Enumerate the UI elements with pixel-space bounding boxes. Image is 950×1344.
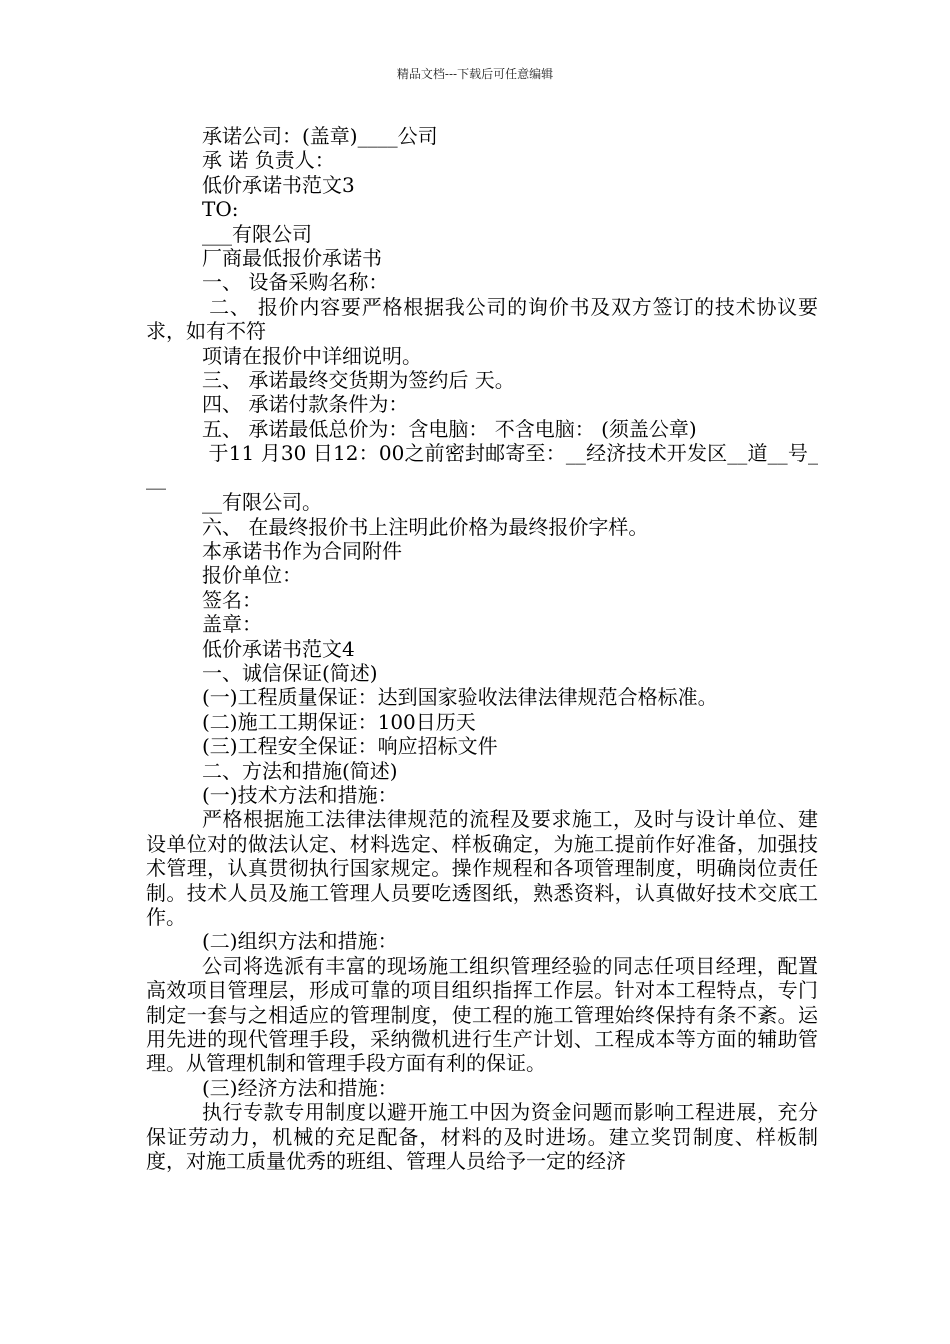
document-line: 二、方法和措施(简述): [202, 758, 398, 783]
document-line: 低价承诺书范文4: [202, 636, 355, 661]
document-line: 执行专款专用制度以避开施工中因为资金问题而影响工程进展，充分保证劳动力，机械的充足配备，材料的及时进场。建立奖罚制度、样板制度，对施工质量优秀的班组、管理人员给予一定的经济: [146, 1100, 818, 1174]
document-line: 报价单位：: [202, 563, 302, 588]
document-line: 厂商最低报价承诺书: [202, 246, 382, 271]
document-line: 盖章：: [202, 612, 262, 637]
document-line: 公司将选派有丰富的现场施工组织管理经验的同志任项目经理，配置高效项目管理层，形成可靠的项目组织指挥工作层。针对本工程特点，专门制定一套与之相适应的管理制度，使工程的施工管理始终保持有条不紊。运用先进的现代管理手段，采纳微机进行生产计划、工程成本等方面的辅助管理。从管理机制和管理手段方面有利的保证。: [146, 953, 818, 1076]
document-line: 承 诺 负责人：: [202, 148, 335, 173]
document-line: 本承诺书作为合同附件: [202, 538, 402, 563]
page-header: 精品文档---下载后可任意编辑: [396, 67, 554, 81]
document-line: (二)施工工期保证：100日历天: [202, 709, 476, 734]
document-line: 承诺公司：(盖章)____公司: [202, 124, 438, 148]
document-line: 六、 在最终报价书上注明此价格为最终报价字样。: [202, 514, 649, 539]
document-line: (三)工程安全保证：响应招标文件: [202, 734, 498, 759]
document-line: (一)工程质量保证：达到国家验收法律法律规范合格标准。: [202, 685, 718, 710]
document-line: 低价承诺书范文3: [202, 172, 355, 197]
document-line: 一、诚信保证(简述): [202, 660, 378, 685]
document-line: __有限公司。: [202, 490, 322, 515]
document-body: [146, 124, 818, 1173]
document-line: 五、 承诺最低总价为：含电脑： 不含电脑： (须盖公章): [202, 416, 697, 441]
document-line: 三、 承诺最终交货期为签约后 天。: [202, 368, 515, 393]
document-line: TO:: [202, 197, 239, 222]
document-line: 二、 报价内容要严格根据我公司的询价书及双方签订的技术协议要求，如有不符: [146, 294, 819, 344]
document-line: (三)经济方法和措施：: [202, 1075, 398, 1100]
document-line: (二)组织方法和措施：: [202, 929, 398, 954]
document-line: ___有限公司: [202, 221, 312, 246]
document-line: 项请在报价中详细说明。: [202, 343, 422, 368]
document-line: 一、 设备采购名称：: [202, 270, 389, 295]
document-line: 严格根据施工法律法律规范的流程及要求施工，及时与设计单位、建设单位对的做法认定、材料选定、样板确定，为施工提前作好准备，加强技术管理，认真贯彻执行国家规定。操作规程和各项管理制度，明确岗位责任制。技术人员及施工管理人员要吃透图纸，熟悉资料，认真做好技术交底工作。: [146, 807, 818, 929]
document-line: 签名：: [202, 587, 262, 612]
document-line: 四、 承诺付款条件为：: [202, 392, 409, 417]
document-line: 于11 月30 日12：00之前密封邮寄至：__经济技术开发区__道__号___: [146, 441, 819, 490]
document-line: (一)技术方法和措施：: [202, 782, 398, 807]
